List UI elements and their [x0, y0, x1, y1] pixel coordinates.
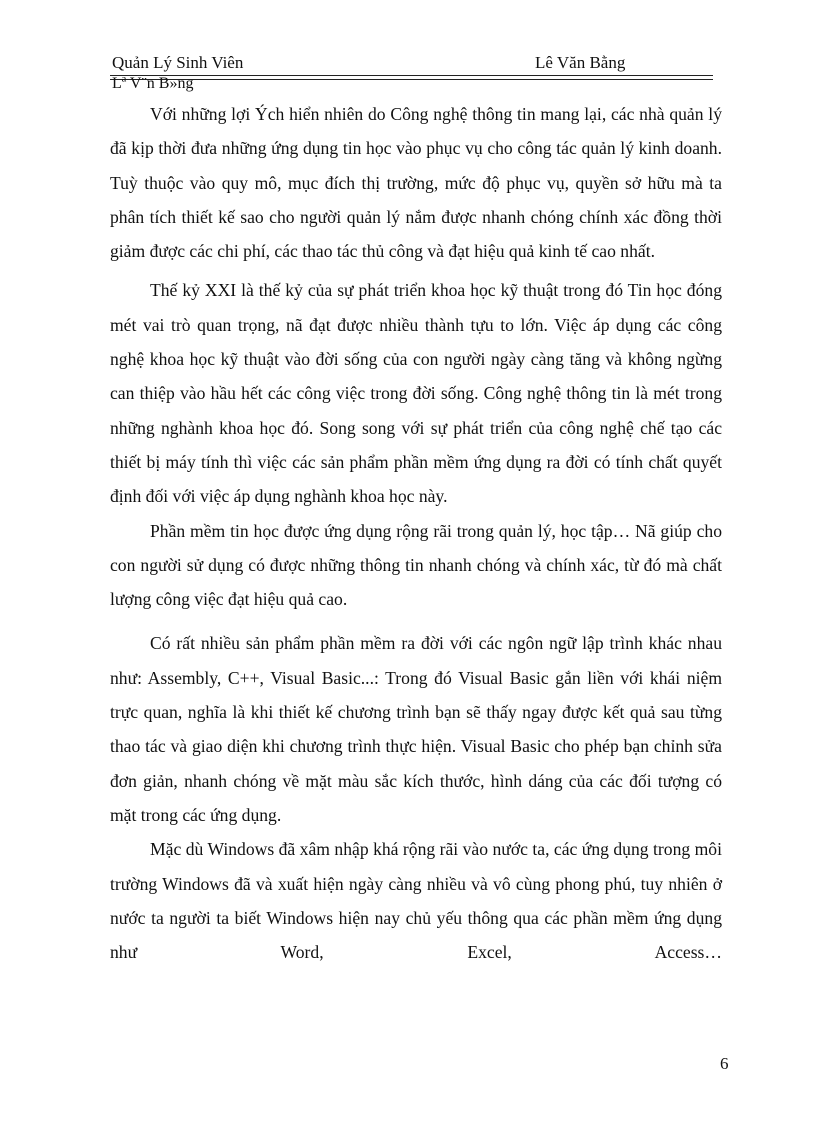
document-body: [110, 97, 722, 969]
page-number: 6: [720, 1054, 729, 1073]
header-title-left: Quản Lý Sinh Viên: [112, 53, 244, 72]
header-author: Lê Văn Bằng: [535, 53, 626, 72]
paragraph-4: Có rất nhiều sản phẩm phần mềm ra đời với các ngôn ngữ lập trình khác nhau như: Assembly, C++, Visual Basic...: Trong đó Visual Basic gắn liền với khái niệm trực quan, nghĩa là khi thiết kế chương trình bạn sẽ thấy ngay được kết quả sau từng thao tác và giao diện khi chương trình thực hiện. Visual Basic cho phép bạn chỉnh sửa đơn giản, nhanh chóng về mặt màu sắc kích thước, hình dáng của các đối tượng có mặt trong các ứng dụng.: [110, 633, 722, 825]
paragraph-2: Thế kỷ XXI là thế kỷ của sự phát triển khoa học kỹ thuật trong đó Tin học đóng mét vai trò quan trọng, nã đạt được nhiều thành tựu to lớn. Việc áp dụng các công nghệ khoa học kỹ thuật vào đời sống của con người ngày càng tăng và không ngừng can thiệp vào hầu hết các công việc trong đời sống. Công nghệ thông tin là mét trong những nghành khoa học đó. Song song với sự phát triển của công nghệ chế tạo các thiết bị máy tính thì việc các sản phẩm phần mềm ứng dụng ra đời có tính chất quyết định đối với việc áp dụng nghành khoa học này.: [110, 280, 722, 507]
paragraph-1: Với những lợi Ých hiển nhiên do Công nghệ thông tin mang lại, các nhà quản lý đã kịp thời đưa những ứng dụng tin học vào phục vụ cho công tác quản lý kinh doanh. Tuỳ thuộc vào quy mô, mục đích thị trường, mức độ phục vụ, quyền sở hữu mà ta phân tích thiết kế sao cho người quản lý nắm được nhanh chóng chính xác đồng thời giảm được các chi phí, các thao tác thủ công và đạt hiệu quả kinh tế cao nhất.: [110, 104, 722, 262]
garbled-author-line: Lª V¨n B»ng: [112, 75, 194, 92]
header-rule-bottom: [110, 79, 713, 80]
paragraph-5: Mặc dù Windows đã xâm nhập khá rộng rãi vào nước ta, các ứng dụng trong môi trường Windows đã và xuất hiện ngày càng nhiều và vô cùng phong phú, tuy nhiên ở nước ta người ta biết Windows hiện nay chủ yếu thông qua các phần mềm ứng dụng như Word, Excel, Access…: [110, 839, 722, 963]
header-rule-top: [110, 75, 713, 76]
paragraph-3: Phần mềm tin học được ứng dụng rộng rãi trong quản lý, học tập… Nã giúp cho con người sử dụng có được những thông tin nhanh chóng và chính xác, từ đó mà chất lượng công việc đạt hiệu quả cao.: [110, 520, 722, 610]
